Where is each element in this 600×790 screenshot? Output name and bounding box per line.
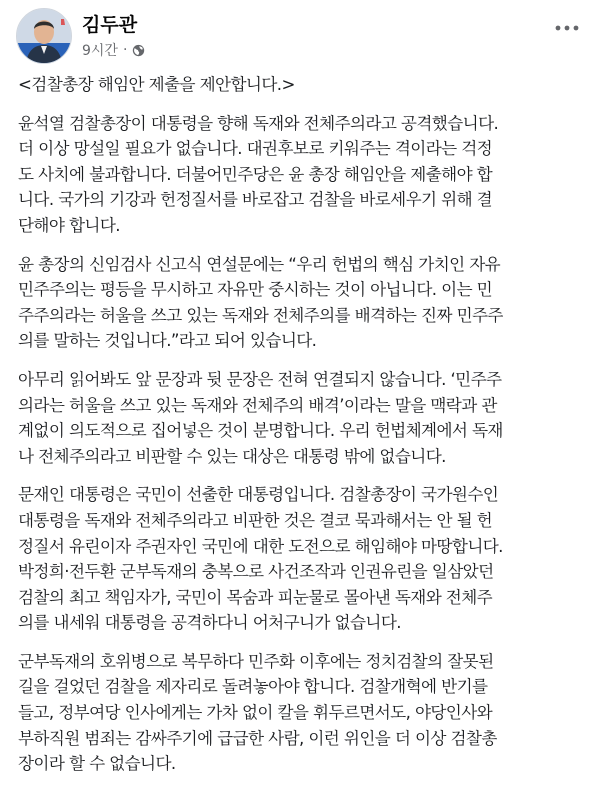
post-paragraph: 문재인 대통령은 국민이 선출한 대통령입니다. 검찰총장이 국가원수인 대통령을 독재와 전체주의라고 비판한 것은 결코 묵과해서는 안 될 헌 정질서 유린이자 주권자인 국민에 대한 도전으로 해임해야 마땅합니다. 박정희·전두환 군부독재의 충복으로 사건조작과 인권유린을 일삼았던 검찰의 최고 책임자가, 국민이 목숨과 피눈물로 몰아낸 독재와 전체주 의를 내세워 대통령을 공격하다니 어처구니가 없습니다.	[18, 485, 503, 633]
avatar-image	[17, 9, 71, 63]
globe-icon[interactable]	[132, 44, 145, 57]
meta-separator: ·	[122, 42, 128, 58]
author-name[interactable]: 김두관	[82, 14, 138, 36]
post-meta	[82, 40, 145, 60]
ellipsis-icon[interactable]	[550, 16, 584, 40]
post-timestamp[interactable]: 9시간	[82, 43, 118, 59]
avatar[interactable]	[16, 8, 72, 64]
post-paragraph: 윤 총장의 신임검사 신고식 연설문에는 “우리 헌법의 핵심 가치인 자유 민주주의는 평등을 무시하고 자유만 중시하는 것이 아닙니다. 이는 민 주주의라는 허울을 쓰고 있는 독재와 전체주의를 배격하는 진짜 민주주 의를 말하는 것입니다.”라고 되어 있습니다.	[18, 254, 503, 351]
post-paragraph: 아무리 읽어봐도 앞 문장과 뒷 문장은 전혀 연결되지 않습니다. ‘민주주 의라는 허울을 쓰고 있는 독재와 전체주의 배격’이라는 말을 맥락과 관 계없이 의도적으로 집어넣은 것이 분명합니다. 우리 헌법체계에서 독재 나 전체주의라고 비판할 수 있는 대상은 대통령 밖에 없습니다.	[18, 369, 503, 466]
post-paragraph: 군부독재의 호위병으로 복무하다 민주화 이후에는 정치검찰의 잘못된 길을 걸었던 검찰을 제자리로 돌려놓아야 합니다. 검찰개혁에 반기를 들고, 정부여당 인사에게는 가차 없이 칼을 휘두르면서도, 야당인사와 부하직원 범죄는 감싸주기에 급급한 사람, 이런 위인을 더 이상 검찰총 장이라 할 수 없습니다.	[18, 651, 497, 774]
post-title-paragraph: <검찰총장 해임안 제출을 제안합니다.>	[18, 75, 295, 94]
post-header	[16, 8, 584, 66]
post-paragraph: 윤석열 검찰총장이 대통령을 향해 독재와 전체주의라고 공격했습니다. 더 이상 망설일 필요가 없습니다. 대권후보로 키워주는 격이라는 걱정 도 사치에 불과합니다. 더불어민주당은 윤 총장 해임안을 제출해야 합 니다. 국가의 기강과 헌정질서를 바로잡고 검찰을 바로세우기 위해 결 단해야 합니다.	[18, 113, 499, 235]
post-body	[18, 72, 590, 790]
